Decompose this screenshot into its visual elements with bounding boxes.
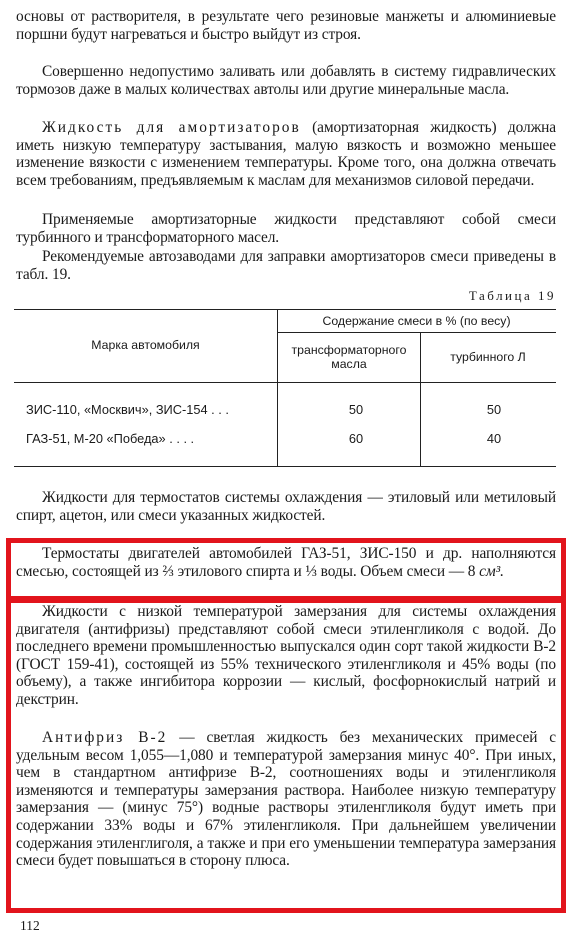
table-row-1-turbine: 50 [486,402,502,417]
table-caption: Таблица 19 [468,288,556,303]
paragraph-shock-absorber-fluid: Жидкость для амортизаторов (амортизаторная жидкость) должна иметь низкую температуру застывания, малую вязкость и возможно меньшее изменение вязкости с изменением температуры. Кроме того, она должна отвечать всем требованиям, предъявляемым к маслам для механизмов силовой передачи. [16,119,556,189]
table-header-brand: Марка автомобиля [91,338,200,352]
table-group-rule [277,332,556,333]
paragraph-antifreeze: Жидкости с низкой температурой замерзания для системы охлаждения двигателя (антифризы) представляют собой смеси этиленгликоля с водой. До последнего времени промышленностью выпускался один сорт такой жидкости В-2 (ГОСТ 159-41), состоящей из 55% технического этиленгликоля и 45% воды (по объему), а также ингибитора коррозии — кислый, фосфорнокислый натрий и декстрин. [16,603,556,708]
paragraph-no-mineral-oils: Совершенно недопустимо заливать или добавлять в систему гидравлических тормозов даже в малых количествах автолы или другие минеральные масла. [16,63,556,98]
table-row-2-transformer: 60 [348,431,364,446]
table-col-divider-1 [277,309,278,466]
paragraph-shock-absorber-mix: Применяемые амортизаторные жидкости представляют собой смеси турбинного и трансформаторного масел. [16,211,556,246]
antifreeze-b2-heading: Антифриз В-2 [42,729,168,746]
table-bottom-rule [14,466,556,467]
table-top-rule [14,309,556,310]
table-header-rule [14,382,556,383]
table-header-group: Содержание смеси в % (по весу) [322,314,511,328]
page-number: 112 [20,918,40,933]
table-row-1-brand: ЗИС-110, «Москвич», ЗИС-154 . . . [26,402,229,417]
table-header-transformer: трансформаторного масла [291,343,407,371]
shock-absorber-heading: Жидкость для амортизаторов [42,119,301,136]
table-row-2-turbine: 40 [486,431,502,446]
table-row-1-transformer: 50 [348,402,364,417]
paragraph-thermostat-fill: Термостаты двигателей автомобилей ГАЗ-51, ЗИС-150 и др. наполняются смесью, состоящей из ⅔ этилового спирта и ⅓ воды. Объем смеси — 8 см³. [16,545,556,580]
paragraph-recommended-mix: Рекомендуемые автозаводами для заправки амортизаторов смеси приведены в табл. 19. [16,248,556,283]
table-row-2-brand: ГАЗ-51, М-20 «Победа» . . . . [26,431,195,446]
table-header-turbine: турбинного Л [450,350,526,364]
paragraph-antifreeze-b2: Антифриз В-2 — светлая жидкость без механических примесей с удельным весом 1,055—1,080 и температурой замерзания минус 40°. При иных, чем в стандартном антифризе В-2, соотношениях воды и этиленгликоля изменяются и температуры замерзания раствора. Наиболее низкую температуру замерзания — (минус 75°) водные растворы этиленгликоля будут иметь при содержании 33% воды и 67% этиленгликоля. При дальнейшем увеличении содержания этиленглиголя, а также и при его уменьшении температура замерзания смеси будет повышаться в сторону плюса. [16,729,557,870]
paragraph-thermostat-fluids: Жидкости для термостатов системы охлаждения — этиловый или метиловый спирт, ацетон, или смеси указанных жидкостей. [16,489,556,524]
paragraph-brake-fluid-end: основы от растворителя, в результате чего резиновые манжеты и алюминиевые поршни будут нагреваться и быстро выйдут из строя. [16,8,556,43]
